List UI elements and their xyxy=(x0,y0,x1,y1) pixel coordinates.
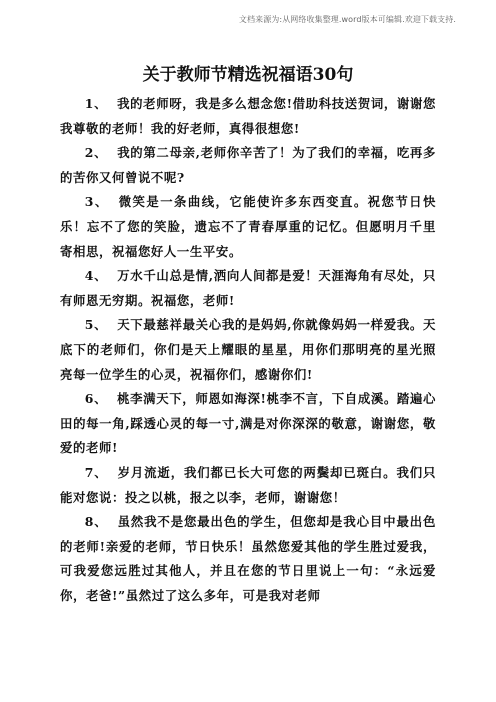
paragraph-6 xyxy=(60,387,436,461)
paragraph-number: 6、 xyxy=(84,391,108,407)
document-page xyxy=(60,62,436,608)
header-note: 文档来源为:从网络收集整理.word版本可编辑.欢迎下载支持. xyxy=(238,15,456,24)
paragraph-text: 我的第二母亲,老师你辛苦了！为了我们的幸福，吃再多的苦你又何曾说不呢? xyxy=(60,145,436,185)
paragraph-text: 万水千山总是情,洒向人间都是爱！天涯海角有尽处，只有师恩无穷期。祝福您，老师! xyxy=(60,268,436,308)
paragraph-text: 岁月流逝，我们都已长大可您的两鬓却已斑白。我们只能对您说：投之以桃，报之以李，老师，谢谢您！ xyxy=(60,464,436,505)
paragraph-number: 8、 xyxy=(84,514,108,530)
paragraph-8 xyxy=(60,510,436,608)
paragraph-number: 1、 xyxy=(84,96,108,111)
paragraph-7 xyxy=(60,461,436,510)
paragraph-2 xyxy=(60,141,436,190)
paragraph-number: 2、 xyxy=(84,145,108,161)
paragraph-3 xyxy=(60,190,436,264)
paragraph-number: 4、 xyxy=(84,268,108,284)
paragraph-5 xyxy=(60,313,436,387)
paragraph-text: 我的老师呀，我是多么想念您!借助科技送贺词，谢谢您我尊敬的老师！我的好老师，真得很想您! xyxy=(60,96,436,136)
paragraph-text: 虽然我不是您最出色的学生，但您却是我心目中最出色的老师!亲爱的老师，节日快乐！虽然您爱其他的学生胜过爱我，可我爱您远胜过其他人，并且在您的节日里说上一句：“永远爱你，老爸!”虽然过了这么多年，可是我对老师 xyxy=(60,514,436,603)
paragraph-number: 3、 xyxy=(84,194,109,210)
paragraph-text: 天下最慈祥最关心我的是妈妈,你就像妈妈一样爱我。天底下的老师们，你们是天上耀眼的星星，用你们那明亮的星光照亮每一位学生的心灵，祝福你们，感谢你们! xyxy=(60,317,436,382)
paragraph-number: 5、 xyxy=(84,317,108,333)
paragraph-4 xyxy=(60,264,436,313)
paragraph-text: 桃李满天下，师恩如海深!桃李不言，下自成溪。踏遍心田的每一角,踩透心灵的每一寸,满是对你深深的敬意，谢谢您，敬爱的老师! xyxy=(60,391,436,456)
paragraph-1 xyxy=(60,92,436,141)
paragraph-text: 微笑是一条曲线，它能使许多东西变直。祝您节日快乐！忘不了您的笑脸，遗忘不了青春厚重的记忆。但愿明月千里寄相思，祝福您好人一生平安。 xyxy=(60,194,436,259)
document-title: 关于教师节精选祝福语30句 xyxy=(142,65,354,85)
paragraph-number: 7、 xyxy=(84,464,108,480)
